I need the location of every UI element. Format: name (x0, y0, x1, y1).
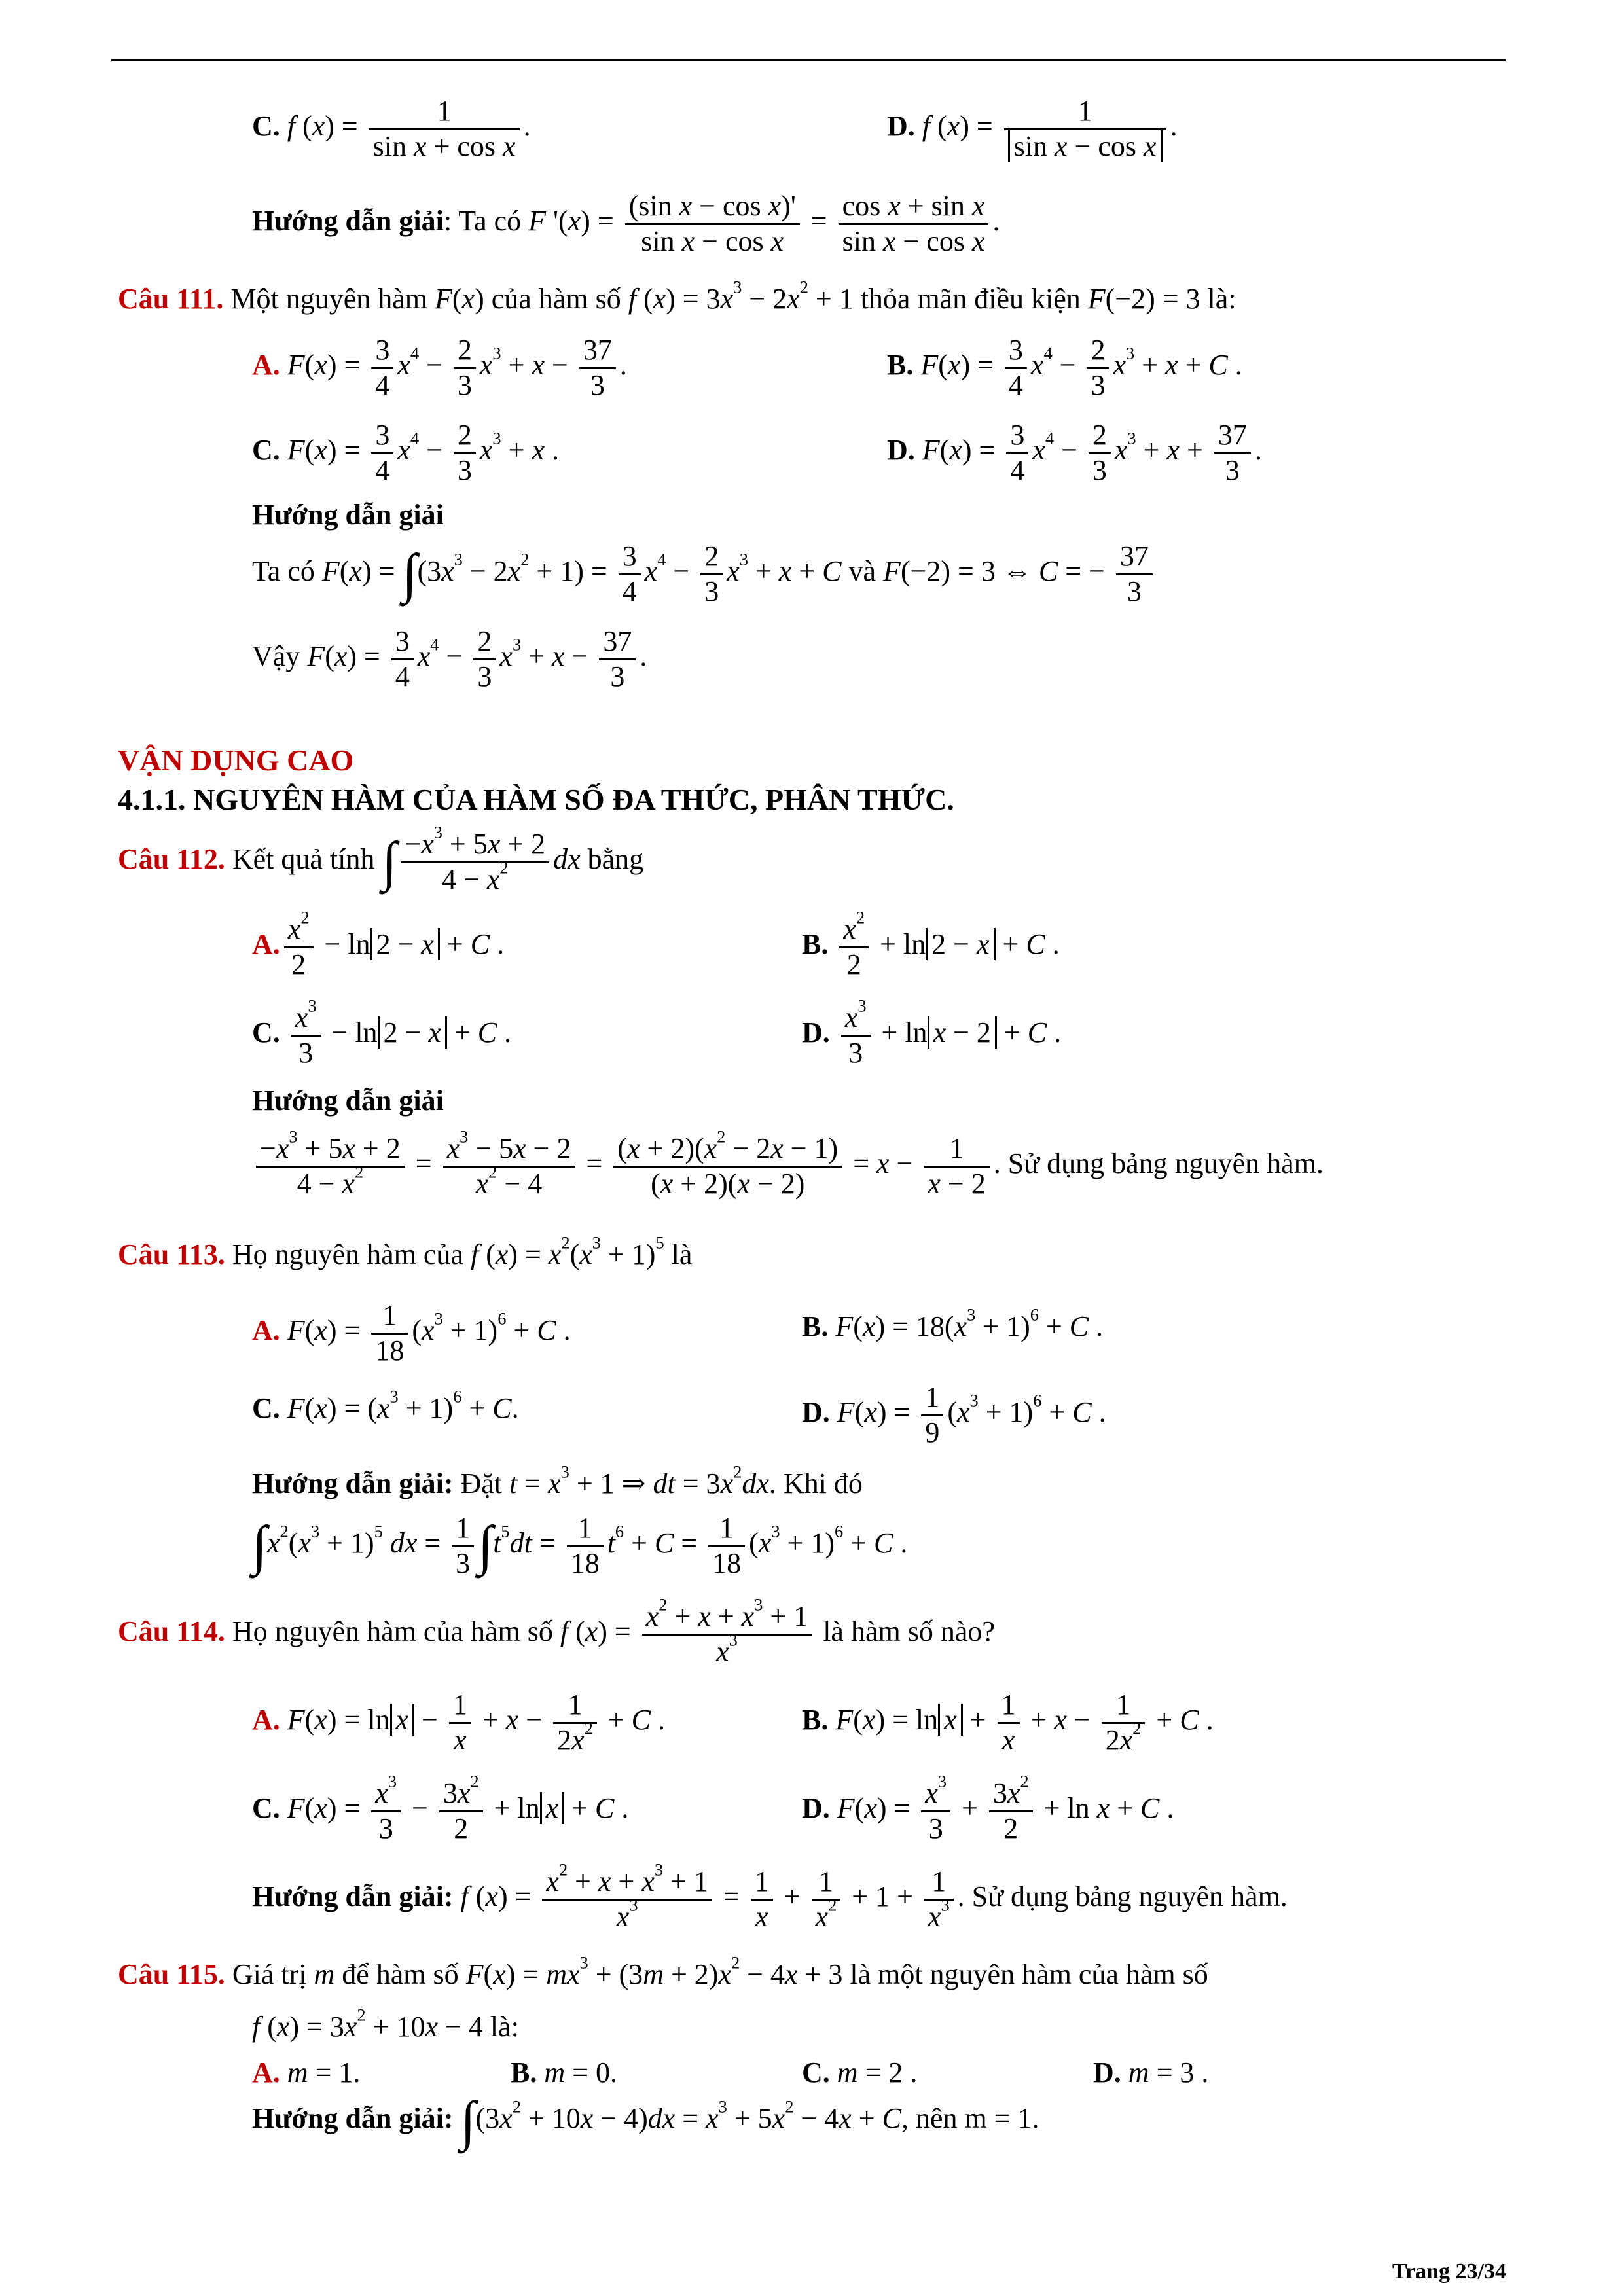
section-title: VẬN DỤNG CAO (118, 744, 354, 777)
q112-option-d: D. $\frac{x^3}{3}$ + ln x − 2 + C . (802, 996, 1062, 1069)
q114-solution: Hướng dẫn giải: f (x) = $\frac{x^2 + x + x^3 + 1}{x^3}$ = $\frac{1}{x}$ + $\frac{1}{x^2}$ + 1 + $\frac{1}{x^3}$ . Sử dụng bảng nguyên hàm. (252, 1859, 1288, 1933)
q113-hint: Hướng dẫn giải: Đặt $t = x^3 + 1$ ⇒ dt = $3x^2dx$. Khi đó (252, 1462, 863, 1499)
q111-option-a: A. F(x) = $\frac{3}{4}$ $x^4$ − $\frac{2}{3}$ $x^3 + x$ − $\frac{37}{3}$ . (252, 334, 627, 401)
q112-hint-label: Hướng dẫn giải (252, 1085, 444, 1117)
q111-option-d: D. F(x) = $\frac{3}{4}$ $x^4$ − $\frac{2}{3}$ $x^3 + x$ + $\frac{37}{3}$ . (887, 419, 1262, 486)
section-subtitle: 4.1.1. NGUYÊN HÀM CỦA HÀM SỐ ĐA THỨC, PHÂN THỨC. (118, 783, 954, 816)
q114-option-c: C. F(x) = $\frac{x^3}{3}$ − $\frac{3x^2}{2}$ + ln x + C . (252, 1771, 629, 1844)
q113-option-d: D. F(x) = $\frac{1}{9}$ $(x^3 + 1)^6 + C$ . (802, 1381, 1106, 1448)
q112-option-a: A. $\frac{x^2}{2}$ − ln 2 − x + C . (252, 907, 505, 980)
q111-solution-1: Ta có $F(x) = \int(3x^3 - 2x^2 + 1)$ = $\frac{3}{4}$ $x^4$ − $\frac{2}{3}$ $x^3 + x + C$ và F(−2) = 3 ⇔ C = − $\frac{37}{3}$ (252, 540, 1157, 608)
q112-option-c: C. $\frac{x^3}{3}$ − ln 2 − x + C . (252, 996, 512, 1069)
q113-option-c: C. $F(x) = (x^3 + 1)^6 + C$. (252, 1386, 519, 1424)
q111-stem: Câu 111. Một nguyên hàm F(x) của hàm số f $(x) = 3x^3 - 2x^2 + 1$ thỏa mãn điều kiện F(−2) = 3 là: (118, 277, 1236, 315)
q112-option-b: B. $\frac{x^2}{2}$ + ln 2 − x + C . (802, 907, 1060, 980)
q114-option-a: A. F(x) = ln x − $\frac{1}{x}$ + x − $\frac{1}{2x^2}$ + C . (252, 1689, 666, 1756)
page-number: Trang 23/34 (1392, 2259, 1506, 2284)
q114-option-b: B. F(x) = ln x + $\frac{1}{x}$ + x − $\frac{1}{2x^2}$ + C . (802, 1689, 1214, 1756)
q111-option-c: C. F(x) = $\frac{3}{4}$ $x^4$ − $\frac{2}{3}$ $x^3 + x$ . (252, 419, 559, 486)
q115-option-b: B. m = 0. (511, 2056, 617, 2089)
q112-stem: Câu 112. Kết quả tính ∫ $\frac{-x^3 + 5x + 2}{4 - x^2}$ dx bằng (118, 822, 644, 895)
q110-option-d: D. f (x) = $\frac{1}{\text{sin x − cos x}}$ . (887, 95, 1178, 162)
q115-option-a: A. m = 1. (252, 2056, 361, 2089)
q115-option-d: D. m = 3 . (1093, 2056, 1209, 2089)
q115-stem-2: f $(x) = 3x^2 + 10x - 4$ là: (252, 2005, 519, 2043)
q114-stem: Câu 114. Họ nguyên hàm của hàm số f (x) = $\frac{x^2 + x + x^3 + 1}{x^3}$ là hàm số nào? (118, 1594, 995, 1668)
q113-solution: $\int x^2(x^3 + 1)^5$ dx = $\frac{1}{3}$ $\int t^5dt$ = $\frac{1}{18}$ $t^6 + C$ = $\frac{1}{18}$ $(x^3 + 1)^6 + C$ . (252, 1512, 908, 1579)
q115-stem: Câu 115. Giá trị m để hàm số $F(x) = mx^3 + (3m + 2)x^2 - 4x + 3$ là một nguyên hàm của hàm số (118, 1952, 1208, 1990)
q115-solution: Hướng dẫn giải: $\int(3x^2 + 10x - 4)dx = x^3 + 5x^2 - 4x + C$, nên m = 1. (252, 2090, 1039, 2151)
q110-option-c: C. f (x) = $\frac{1}{\text{sin x + cos x}}$ . (252, 95, 531, 162)
q111-solution-2: Vậy F(x) = $\frac{3}{4}$ $x^4$ − $\frac{2}{3}$ $x^3 + x$ − $\frac{37}{3}$ . (252, 625, 647, 692)
q113-option-b: B. $F(x) = 18(x^3 + 1)^6 + C$ . (802, 1304, 1104, 1342)
q114-option-d: D. F(x) = $\frac{x^3}{3}$ + $\frac{3x^2}{2}$ + ln x + C . (802, 1771, 1174, 1844)
q110-hint: Hướng dẫn giải: Ta có F '(x) = $\frac{\text{(sin x − cos x)'}}{\text{sin x − cos x}}$ = $\frac{\text{cos x + sin x}}{\text{sin x − cos x}}$ . (252, 190, 1000, 257)
q111-option-b: B. F(x) = $\frac{3}{4}$ $x^4$ − $\frac{2}{3}$ $x^3 + x + C$ . (887, 334, 1242, 401)
q113-stem: Câu 113. Họ nguyên hàm của f $(x) = x^2(x^3 + 1)^5$ là (118, 1232, 693, 1270)
q112-solution: $\frac{-x^3 + 5x + 2}{4 - x^2}$ = $\frac{x^3 - 5x - 2}{x^2 - 4}$ = $\frac{(x + 2)(x^2 - 2x - 1)}{(x + 2)(x - 2)}$ = x − $\frac{1}{x - 2}$ . Sử dụng bảng nguyên hàm. (252, 1132, 1324, 1200)
top-rule (111, 59, 1506, 61)
q113-option-a: A. F(x) = $\frac{1}{18}$ $(x^3 + 1)^6 + C$ . (252, 1299, 571, 1367)
q115-option-c: C. m = 2 . (802, 2056, 918, 2089)
q111-hint-label: Hướng dẫn giải (252, 499, 444, 531)
